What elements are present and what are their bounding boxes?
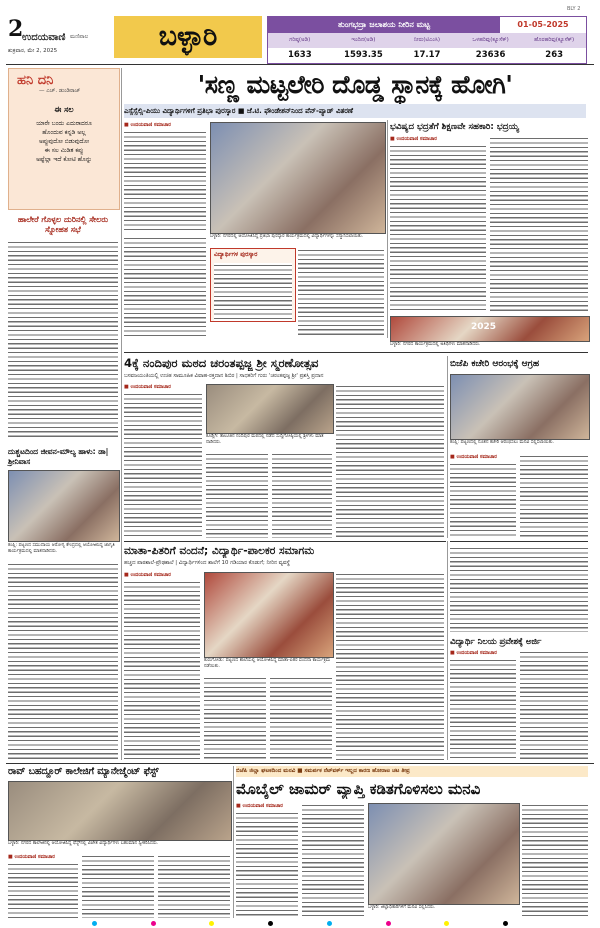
mid-kicker: ಬಸವಜಯಂತಿಯಲ್ಲಿ ಉಚಿತ ಸಾಮೂಹಿಕ ವಿವಾಹ-ರಕ್ತದಾನ ಶಿಬಿರ | ಸಾಧಕರಿಗೆ ಗುರು 'ಚರಂತಪ್ಪಜ್ಜ ಶ್ರೀ' ಪ್ರಶಸ್ತಿ ಪ್ರದಾನ xyxy=(124,373,324,379)
dam-level-box xyxy=(267,16,587,64)
dam-value: 17.17 xyxy=(413,50,441,60)
bjp-dateline: ■ ಉದಯವಾಣಿ ಸಮಾಚಾರ xyxy=(450,454,497,460)
reg-mark xyxy=(386,921,391,926)
apply-headline: ವಿದ್ಯಾರ್ಥಿ ನಿಲಯ ಪ್ರವೇಶಕ್ಕೆ ಅರ್ಜಿ xyxy=(450,636,542,646)
reg-mark xyxy=(444,921,449,926)
registration-marks xyxy=(92,921,508,926)
right-top-body-col1 xyxy=(390,144,486,312)
poem-line: ಯಾರೇ ಬಂದು ಎದುರಾದರೂ xyxy=(36,120,92,127)
mid-dateline: ■ ಉದಯವಾಣಿ ಸಮಾಚಾರ xyxy=(124,384,171,390)
dam-date: 01-05-2025 xyxy=(517,20,569,29)
mid-photo-caption: ಕೂಡ್ಲಿಗಿ: ತಾಲೂಕಿನ ನಂದಿಪುರ ಮಠದಲ್ಲಿ ನಡೆದ ಸುದ್ದಿಗೋಷ್ಠಿಯಲ್ಲಿ ಶ್ರೀಗಳು ಮಾತನಾಡಿದರು. xyxy=(206,434,324,445)
hani-dani-byline: — ಎಚ್. ಡುಂಡಿರಾಜ್ xyxy=(39,88,81,94)
bottom-left-body-col3 xyxy=(158,854,230,918)
bjp-headline: ಬಿಜೆಪಿ ಕಚೇರಿ ಆರಂಭಕ್ಕೆ ಆಗ್ರಹ xyxy=(450,359,540,369)
dam-value: 263 xyxy=(545,50,564,60)
bottom-left-body-col1 xyxy=(8,862,78,918)
left-story1-title: ಹಾಲೇರೆ ಗೊಳ್ಳಲ ದುರಿನಲ್ಲಿ ಸೇಲರು ಸ್ನೋಹತ ಸಭೆ xyxy=(17,215,109,234)
parents-photo-caption: ಕುರುಗೋಡು: ಪಟ್ಟಣದ ಶಾಲೆಯಲ್ಲಿ ಆಯೋಜಿಸಿದ್ದ ಮಾತಾ-ಪಿತರ ವಂದನಾ ಕಾರ್ಯಕ್ರಮ ನಡೆಯಿತು. xyxy=(204,658,331,669)
right-mid-body xyxy=(450,546,588,632)
poem-line: ಅಪ್ಪುವುದೋ ಬಿಡುವುದೋ xyxy=(38,138,90,145)
bjp-body-col2 xyxy=(520,454,588,538)
reg-mark xyxy=(92,921,97,926)
reg-mark xyxy=(151,921,156,926)
dam-value: 23636 xyxy=(475,50,506,60)
dam-header: ಇಂದಿನ(ಅಡಿ) xyxy=(351,37,376,43)
reg-mark xyxy=(268,921,273,926)
lead-photo xyxy=(210,122,386,234)
mid-photo xyxy=(206,384,334,434)
bottom-right-kicker: ಬಿಜೆಪಿ ಜಿಲ್ಲಾ ಘಟಕದಿಂದ ಮನವಿ ■ ಸಮರ್ಪಕ ನೆಟ್‌ವರ್ಕ್ ಇಲ್ಲದ ಕಾರಣ ಹೋರಾಟ ಚಟ ತೀವ್ರ xyxy=(236,766,588,777)
right-top-banner-text: 2025 xyxy=(471,322,497,332)
left-story1-body xyxy=(8,240,118,440)
dam-header: ನೀರು(ಟಿಎಂಸಿ) xyxy=(413,37,441,43)
bottom-right-caption: ಬಳ್ಳಾರಿ: ಜಿಲ್ಲಾಧಿಕಾರಿಗಳಿಗೆ ಮನವಿ ಸಲ್ಲಿಸಿದರು. xyxy=(368,905,436,910)
parents-body-col2 xyxy=(204,676,266,760)
dam-value: 1593.35 xyxy=(344,50,383,60)
bottom-left-headline: ರಾವ್ ಬಹದ್ದೂರ್ ಕಾಲೇಜಿಗೆ ಮ್ಯಾನೇಜ್ಮೆಂಟ್ ಫೆಸ್ಟ್ xyxy=(8,766,159,777)
mid-body-col1 xyxy=(124,392,202,538)
poem-line: ಈ ಸಲ ಮಿಡಿತ ಕಪ್ಪು xyxy=(44,147,84,154)
poem-line: ಹೊಂದುವ ಕನ್ನಡಿ ಅಲ್ಲ xyxy=(42,129,86,136)
hani-dani-subtitle: ಈ ಸಲ xyxy=(54,105,74,114)
reg-mark xyxy=(209,921,214,926)
left-story2-body xyxy=(8,562,118,760)
mid-headline: 4ಕ್ಕೆ ನಂದಿಪುರ ಮಠದ ಚರಂತಪ್ಪಜ್ಜ ಶ್ರೀ ಸ್ಮರಣೋತ್ಸವ xyxy=(124,356,319,370)
left-story2-title: ದುಶ್ಚಟದಿಂದ ಜೀವನ-ಮೌಲ್ಯ ಹಾಳು: ಡಾ|ಶ್ರೀನಿವಾಸ xyxy=(8,447,109,466)
lead-body-col3 xyxy=(298,248,384,338)
apply-dateline: ■ ಉದಯವಾಣಿ ಸಮಾಚಾರ xyxy=(450,650,497,656)
bottom-right-body-col2 xyxy=(302,803,364,918)
dam-header: ಹೊರಹರಿವು(ಕ್ಯೂಸೆಕ್) xyxy=(534,37,575,43)
dam-header: ಗರಿಷ್ಠ(ಅಡಿ) xyxy=(289,37,311,43)
reg-mark xyxy=(327,921,332,926)
mid-body-col3 xyxy=(272,452,332,538)
bottom-right-photo xyxy=(368,803,520,905)
right-top-body-col2 xyxy=(490,136,588,312)
parents-body-col4 xyxy=(336,572,444,760)
parents-dateline: ■ ಉದಯವಾಣಿ ಸಮಾಚಾರ xyxy=(124,572,171,578)
reg-mark xyxy=(503,921,508,926)
apply-body-col2 xyxy=(520,650,588,760)
hani-dani-box xyxy=(8,68,120,210)
bjp-body-col1 xyxy=(450,462,516,538)
dam-values xyxy=(268,48,586,63)
lead-dateline: ■ ಉದಯವಾಣಿ ಸಮಾಚಾರ xyxy=(124,122,171,128)
right-top-caption: ಬಳ್ಳಾರಿ: ನಗರದ ಕಾರ್ಯಕ್ರಮದಲ್ಲಿ ಅತಿಥಿಗಳು ಮಾತನಾಡಿದರು. xyxy=(390,342,481,347)
lead-boxout-title: ವಿದ್ಯಾರ್ಥಿಗಳ ಪುರಸ್ಕಾರ xyxy=(214,251,258,258)
bottom-right-dateline: ■ ಉದಯವಾಣಿ ಸಮಾಚಾರ xyxy=(236,803,283,809)
parents-headline: ಮಾತಾ-ಪಿತರಿಗೆ ವಂದನೆ; ವಿದ್ಯಾರ್ಥಿ-ಪಾಲಕರ ಸಮಾಗಮ xyxy=(124,545,315,557)
bottom-right-headline: ಮೊಬೈಲ್ ಜಾಮರ್ ವ್ಯಾಪ್ತಿ ಕಡಿತಗೊಳಿಸಲು ಮನವಿ xyxy=(236,780,481,798)
dam-value: 1633 xyxy=(287,50,312,60)
bjp-photo xyxy=(450,374,590,440)
parents-body-col1 xyxy=(124,580,200,760)
parents-photo xyxy=(204,572,334,658)
dam-headers xyxy=(268,33,586,48)
parents-kicker: ಹಚ್ಚದ ಪಾಠಶಾಲೆ-ಪ್ರೌಢಶಾಲೆ | ವಿದ್ಯಾರ್ಥಿಗಳಿಂದ ಶಾಲೆಗೆ 10 ಗಡಿಯಾರ ಕೊಡುಗೆ; ನೀರಿನ ವ್ಯವಸ್ಥೆ xyxy=(124,560,290,566)
city-title-box xyxy=(114,16,262,58)
bjp-photo-caption: ಕಂಪ್ಲಿ: ಪಟ್ಟಣದಲ್ಲಿ ನೂತನ ಕಚೇರಿ ಆರಂಭಿಸಲು ಮನವಿ ಸಲ್ಲಿಸಲಾಯಿತು. xyxy=(450,440,555,445)
bottom-right-body-col1 xyxy=(236,811,298,918)
lead-kicker: ಎಸ್ಸೆಸ್ಸೆಲ್ಸಿ-ಪಿಯು ವಿದ್ಯಾರ್ಥಿಗಳಿಗೆ ಪ್ರತಿಭಾ ಪುರಸ್ಕಾರ ■ ಜೆ.ಟಿ. ಫೌಂಡೇಶನ್‌ನಿಂದ ಪೆನ್-ಪ್ಯಾಡ್ ವಿತರಣೆ xyxy=(124,104,586,118)
sheet-code: BLY 2 xyxy=(567,6,581,12)
mid-body-col4 xyxy=(336,384,444,538)
mid-body-col2 xyxy=(206,452,268,538)
bottom-left-caption: ಬಳ್ಳಾರಿ: ನಗರದ ಕಾಲೇಜಿನಲ್ಲಿ ಆಯೋಜಿಸಿದ್ದ ಫೆಸ್ಟ್‌ನಲ್ಲಿ ವಿಜೇತ ವಿದ್ಯಾರ್ಥಿಗಳು ಬಹುಮಾನ ಸ್ವೀಕರಿಸಿದರು. xyxy=(8,841,159,846)
bottom-left-dateline: ■ ಉದಯವಾಣಿ ಸಮಾಚಾರ xyxy=(8,854,55,860)
brand-name: ಉದಯವಾಣಿ xyxy=(22,32,66,43)
page-number: 2 xyxy=(8,16,24,42)
poem-line: ಅಷ್ಟೆಲ್ಲಾ ಇದೆ ಕೋಟಿ ಹೊನ್ನು xyxy=(36,156,92,163)
lead-headline: 'ಸಣ್ಣ ಮಟ್ಟಲೇರಿ ದೊಡ್ಡ ಸ್ಥಾನಕ್ಕೆ ಹೋಗಿ' xyxy=(197,70,513,99)
right-top-headline: ಭವಿಷ್ಯದ ಭದ್ರತೆಗೆ ಶಿಕ್ಷಣವೇ ಸಹಕಾರಿ: ಭದ್ರಯ್ಯ xyxy=(390,122,520,132)
lead-boxout-body xyxy=(214,263,292,321)
lead-photo-caption: ಬಳ್ಳಾರಿ: ನಗರದಲ್ಲಿ ಆಯೋಜಿಸಿದ್ದ ಪ್ರತಿಭಾ ಪುರಸ್ಕಾರ ಕಾರ್ಯಕ್ರಮದಲ್ಲಿ ವಿದ್ಯಾರ್ಥಿಗಳನ್ನು ಸನ್ಮಾನಿಸಲಾಯಿತು. xyxy=(210,234,364,239)
bottom-right-body-col3 xyxy=(522,803,588,918)
left-story2-caption: ಕಂಪ್ಲಿ: ಪಟ್ಟಣದ ಸಮುದಾಯ ಆರೋಗ್ಯ ಕೇಂದ್ರದಲ್ಲಿ ಆಯೋಜಿಸಿದ್ದ ಜಾಗೃತಿ ಕಾರ್ಯಕ್ರಮದಲ್ಲಿ ಮಾತನಾಡಿದರು. xyxy=(8,543,115,554)
dam-title: ತುಂಗಭದ್ರಾ ಜಲಾಶಯ ನೀರಿನ ಮಟ್ಟ xyxy=(268,17,500,33)
lead-body-col1 xyxy=(124,130,206,230)
dam-header: ಒಳಹರಿವು(ಕ್ಯೂಸೆಕ್) xyxy=(472,37,509,43)
apply-body-col1 xyxy=(450,658,516,760)
lead-body-col2 xyxy=(124,236,206,338)
lead-boxout xyxy=(210,248,296,322)
bottom-left-photo xyxy=(8,781,232,841)
right-top-dateline: ■ ಉದಯವಾಣಿ ಸಮಾಚಾರ xyxy=(390,136,437,142)
bottom-left-body-col2 xyxy=(82,854,154,918)
parents-body-col3 xyxy=(270,676,332,760)
date-line: ಶುಕ್ರವಾರ, ಮೇ 2, 2025 xyxy=(8,48,58,54)
right-top-photo xyxy=(390,316,590,342)
edition-tag: ಮಣಿಪಾಲ xyxy=(70,34,89,40)
city-title: ಬಳ್ಳಾರಿ xyxy=(158,21,218,52)
hani-dani-logo: ಹನಿ ದನಿ xyxy=(17,73,54,88)
left-story2-photo xyxy=(8,470,120,542)
